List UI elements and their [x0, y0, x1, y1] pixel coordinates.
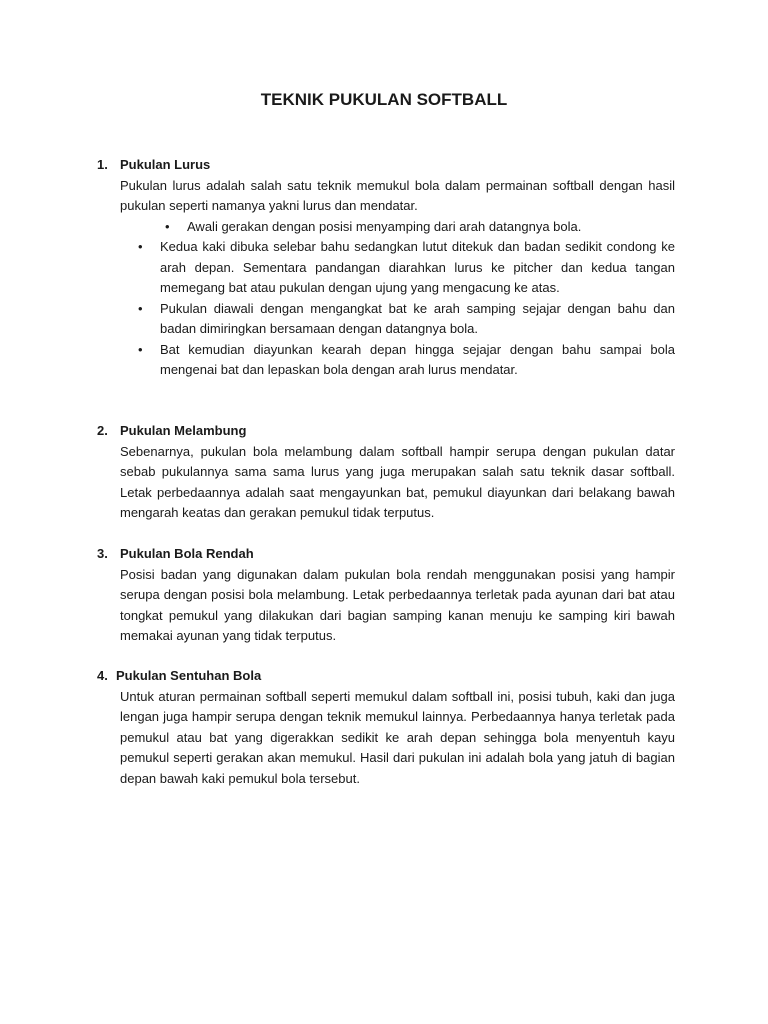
list-item-text: Bat kemudian diayunkan kearah depan hingga sejajar dengan bahu sampai bola mengenai bat dan lepaskan bola dengan arah lurus mendatar. [160, 341, 675, 377]
list-item-text: Kedua kaki dibuka selebar bahu sedangkan lutut ditekuk dan badan sedikit condong ke arah depan. Sementara pandangan diarahkan lurus ke pitcher dan kedua tangan memegang bat atau pukulan dengan ujung yang mengacung ke atas. [160, 239, 675, 295]
section-pukulan-sentuhan-bola [97, 666, 675, 789]
section-heading-text: Pukulan Bola Rendah [120, 546, 254, 561]
list-item-text: Awali gerakan dengan posisi menyamping dari arah datangnya bola. [187, 218, 582, 234]
section-number: 2. [97, 423, 108, 438]
section-pukulan-bola-rendah [97, 544, 675, 647]
section-paragraph: Untuk aturan permainan softball seperti memukul dalam softball ini, posisi tubuh, kaki dan juga lengan juga hampir serupa dengan teknik memukul lainnya. Perbedaannya hanya terletak pada pemukul atau bat yang digerakkan sedikit ke arah depan sehingga bola menyentuh kayu pemukul seperti gerakan akan memukul. Hasil dari pukulan ini adalah bola yang jatuh di bagian depan bawah kaki pemukul bola tersebut. [120, 688, 675, 786]
document-title: TEKNIK PUKULAN SOFTBALL [260, 90, 508, 109]
list-item [138, 299, 675, 340]
bullet-icon: • [138, 239, 143, 254]
section-heading [97, 155, 675, 176]
section-pukulan-lurus [97, 155, 675, 381]
bullet-list [97, 217, 675, 381]
list-item [165, 217, 675, 238]
section-heading [97, 421, 675, 442]
list-item [138, 340, 675, 381]
list-item-text: Pukulan diawali dengan mengangkat bat ke arah samping sejajar dengan bahu dan badan dimiringkan bersamaan dengan datangnya bola. [160, 300, 675, 336]
section-number: 4. [97, 668, 108, 683]
section-number: 3. [97, 546, 108, 561]
section-paragraph: Pukulan lurus adalah salah satu teknik memukul bola dalam permainan softball dengan hasil pukulan seperti namanya yakni lurus dan mendatar. [120, 177, 675, 213]
section-paragraph: Sebenarnya, pukulan bola melambung dalam softball hampir serupa dengan pukulan datar sebab pukulannya sama sama lurus yang juga merupakan salah satu teknik dasar softball. Letak perbedaannya adalah saat mengayunkan bat, pemukul diayunkan dari belakang bawah mengarah keatas dan gerakan pemukul tidak terputus. [120, 443, 675, 520]
section-paragraph: Posisi badan yang digunakan dalam pukulan bola rendah menggunakan posisi yang hampir serupa dengan posisi bola melambung. Letak perbedaannya terletak pada ayunan dari bat atau tongkat pemukul yang dilakukan dari bagian samping kanan menuju ke samping kiri bawah memakai ayunan yang tidak terputus. [120, 566, 675, 643]
section-heading-text: Pukulan Melambung [120, 423, 247, 438]
section-pukulan-melambung [97, 421, 675, 524]
bullet-icon: • [138, 341, 143, 357]
section-heading-text: Pukulan Lurus [120, 157, 211, 172]
list-item [138, 237, 675, 299]
section-number: 1. [97, 157, 108, 172]
bullet-icon: • [165, 218, 170, 234]
section-heading [97, 544, 675, 565]
bullet-icon: • [138, 300, 143, 316]
section-heading [97, 666, 675, 687]
section-heading-text: Pukulan Sentuhan Bola [116, 668, 262, 683]
